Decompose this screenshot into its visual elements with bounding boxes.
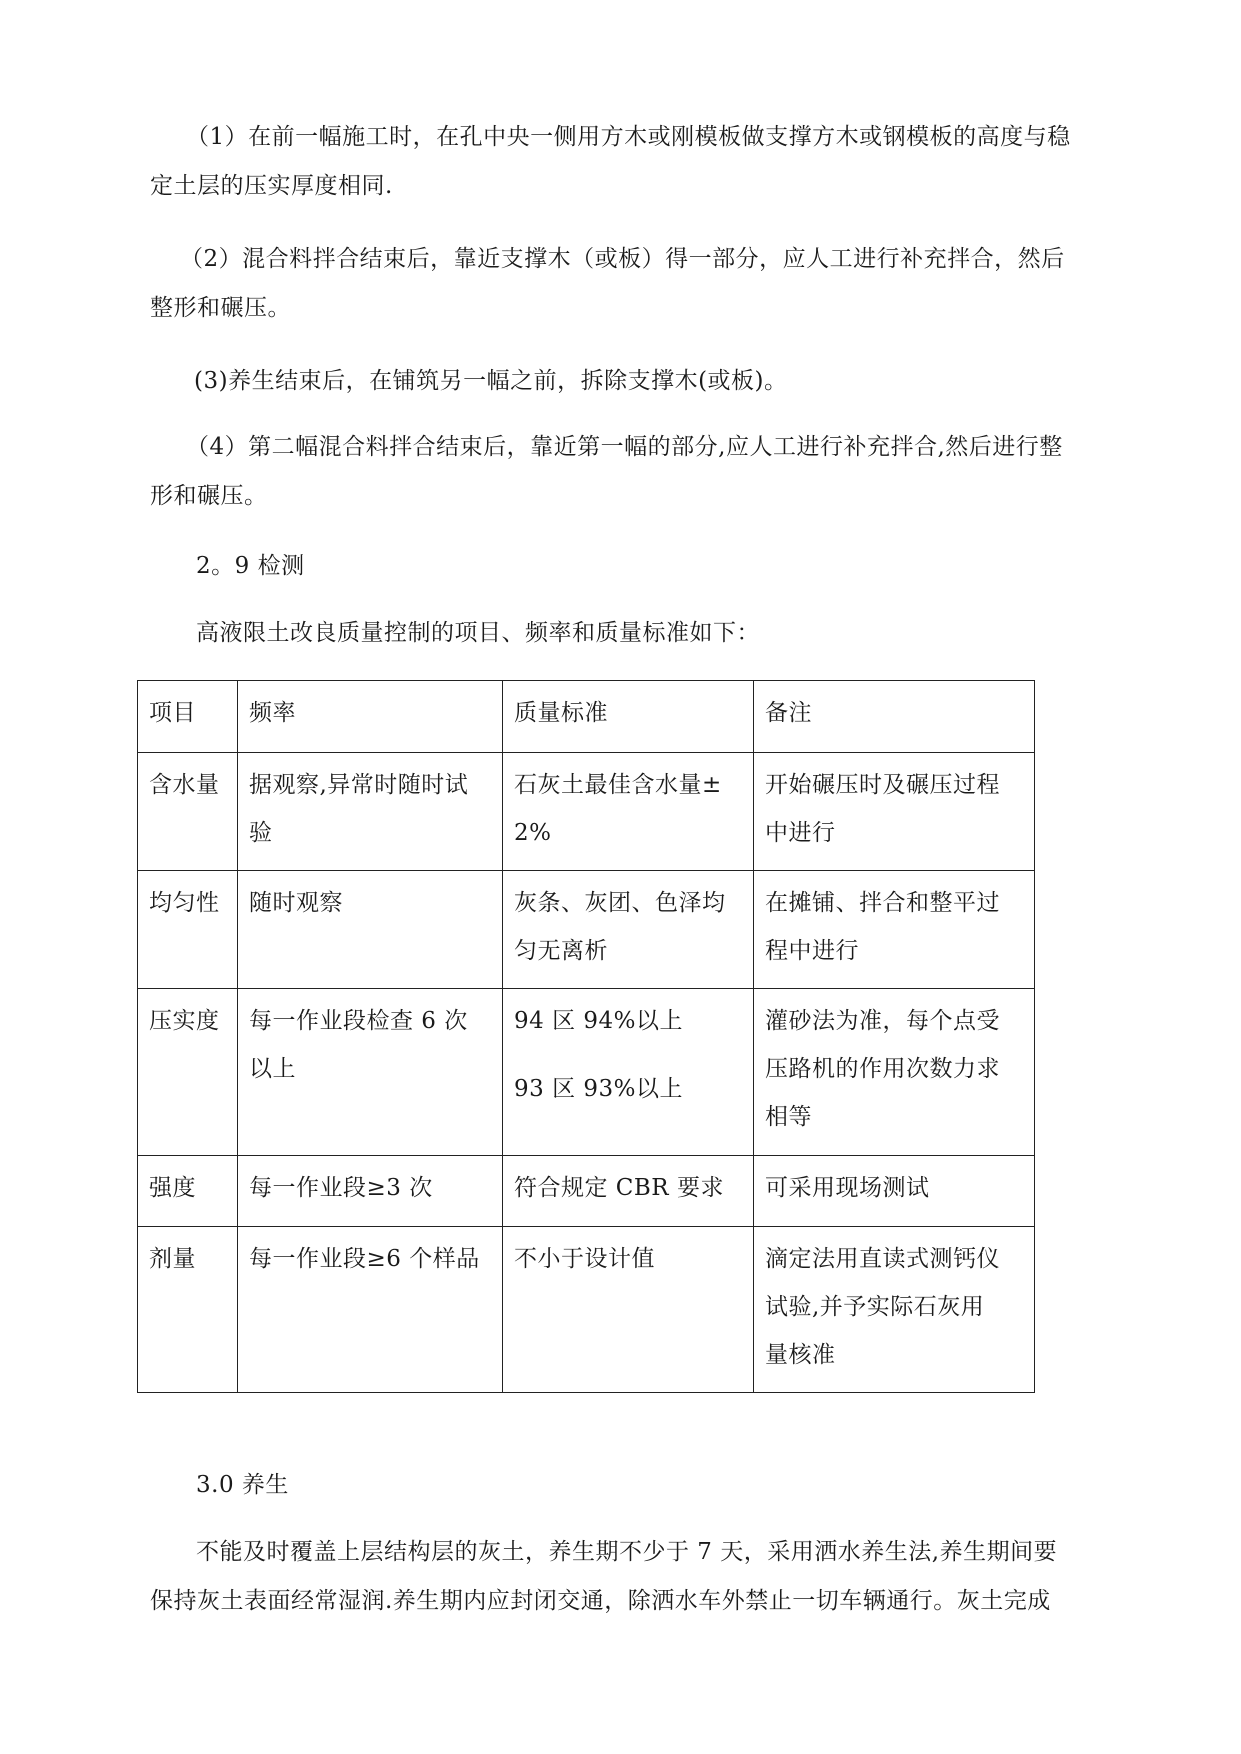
cell-line: 2% bbox=[514, 820, 552, 846]
cell-line: 相等 bbox=[765, 1104, 812, 1130]
paragraph-2-line-1: （2）混合料拌合结束后，靠近支撑木（或板）得一部分，应人工进行补充拌合，然后 bbox=[180, 246, 1065, 272]
cell-line: 验 bbox=[249, 820, 273, 846]
row-note bbox=[754, 1227, 1035, 1393]
cell-line: 在摊铺、拌合和整平过 bbox=[765, 890, 1000, 916]
table-row bbox=[138, 1156, 1035, 1227]
cell-line: 每一作业段≥3 次 bbox=[249, 1175, 433, 1201]
paragraph-5-line-1: 不能及时覆盖上层结构层的灰土，养生期不少于 7 天，采用洒水养生法,养生期间要 bbox=[196, 1539, 1058, 1565]
cell-line: 灰条、灰团、色泽均 bbox=[514, 890, 726, 916]
paragraph-5-line-2: 保持灰土表面经常湿润.养生期内应封闭交通，除洒水车外禁止一切车辆通行。灰土完成 bbox=[150, 1588, 1051, 1614]
row-frequency bbox=[238, 1227, 503, 1393]
table-row bbox=[138, 753, 1035, 871]
section-heading-2-9: 2。9 检测 bbox=[196, 553, 305, 579]
header-quality-standard: 质量标准 bbox=[503, 681, 754, 753]
header-item: 项目 bbox=[138, 681, 238, 753]
cell-line: 灌砂法为准，每个点受 bbox=[765, 1008, 1000, 1034]
cell-line: 石灰土最佳含水量± bbox=[514, 772, 722, 798]
cell-line: 中进行 bbox=[765, 820, 836, 846]
paragraph-1 bbox=[150, 113, 1120, 211]
row-item: 强度 bbox=[138, 1156, 238, 1227]
row-note bbox=[754, 753, 1035, 871]
row-frequency bbox=[238, 1156, 503, 1227]
row-note bbox=[754, 1156, 1035, 1227]
paragraph-5 bbox=[150, 1528, 1120, 1626]
cell-line: 不小于设计值 bbox=[514, 1246, 655, 1272]
row-item: 均匀性 bbox=[138, 871, 238, 989]
paragraph-1-line-1: （1）在前一幅施工时，在孔中央一侧用方木或刚模板做支撑方木或钢模板的高度与稳 bbox=[186, 124, 1071, 150]
row-standard bbox=[503, 989, 754, 1156]
cell-line: 93 区 93%以上 bbox=[514, 1076, 684, 1102]
paragraph-2 bbox=[150, 235, 1120, 333]
cell-line: 每一作业段检查 6 次 bbox=[249, 1008, 468, 1034]
table-header-row bbox=[138, 681, 1035, 753]
cell-line: 94 区 94%以上 bbox=[514, 1008, 684, 1034]
cell-line: 据观察,异常时随时试 bbox=[249, 772, 469, 798]
quality-control-table bbox=[137, 680, 1035, 1393]
cell-line: 滴定法用直读式测钙仪 bbox=[765, 1246, 1000, 1272]
paragraph-3 bbox=[150, 357, 1120, 406]
cell-line: 程中进行 bbox=[765, 938, 859, 964]
cell-line: 符合规定 CBR 要求 bbox=[514, 1175, 724, 1201]
row-frequency bbox=[238, 989, 503, 1156]
table-row bbox=[138, 871, 1035, 989]
row-frequency bbox=[238, 753, 503, 871]
paragraph-4 bbox=[150, 423, 1120, 521]
cell-line: 每一作业段≥6 个样品 bbox=[249, 1246, 480, 1272]
row-item: 含水量 bbox=[138, 753, 238, 871]
cell-line: 以上 bbox=[249, 1056, 296, 1082]
header-remarks: 备注 bbox=[754, 681, 1035, 753]
row-note bbox=[754, 871, 1035, 989]
row-item: 压实度 bbox=[138, 989, 238, 1156]
paragraph-3-line-1: (3)养生结束后，在铺筑另一幅之前，拆除支撑木(或板)。 bbox=[194, 368, 788, 394]
table-row bbox=[138, 1227, 1035, 1393]
row-standard bbox=[503, 1156, 754, 1227]
paragraph-4-line-1: （4）第二幅混合料拌合结束后，靠近第一幅的部分,应人工进行补充拌合,然后进行整 bbox=[186, 434, 1063, 460]
row-standard bbox=[503, 871, 754, 989]
row-note bbox=[754, 989, 1035, 1156]
row-standard bbox=[503, 753, 754, 871]
cell-line: 量核准 bbox=[765, 1342, 836, 1368]
row-item: 剂量 bbox=[138, 1227, 238, 1393]
row-standard bbox=[503, 1227, 754, 1393]
header-frequency: 频率 bbox=[238, 681, 503, 753]
cell-line: 开始碾压时及碾压过程 bbox=[765, 772, 1000, 798]
paragraph-4-line-2: 形和碾压。 bbox=[150, 483, 268, 509]
paragraph-1-line-2: 定土层的压实厚度相同. bbox=[150, 173, 393, 199]
paragraph-2-line-2: 整形和碾压。 bbox=[150, 295, 291, 321]
section-heading-3-0: 3.0 养生 bbox=[196, 1472, 289, 1498]
row-frequency bbox=[238, 871, 503, 989]
cell-line: 匀无离析 bbox=[514, 938, 608, 964]
cell-line: 随时观察 bbox=[249, 890, 343, 916]
table-row bbox=[138, 989, 1035, 1156]
table-intro: 高液限土改良质量控制的项目、频率和质量标准如下： bbox=[196, 620, 760, 646]
cell-line: 压路机的作用次数力求 bbox=[765, 1056, 1000, 1082]
cell-line: 可采用现场测试 bbox=[765, 1175, 930, 1201]
cell-line: 试验,并予实际石灰用 bbox=[765, 1294, 985, 1320]
